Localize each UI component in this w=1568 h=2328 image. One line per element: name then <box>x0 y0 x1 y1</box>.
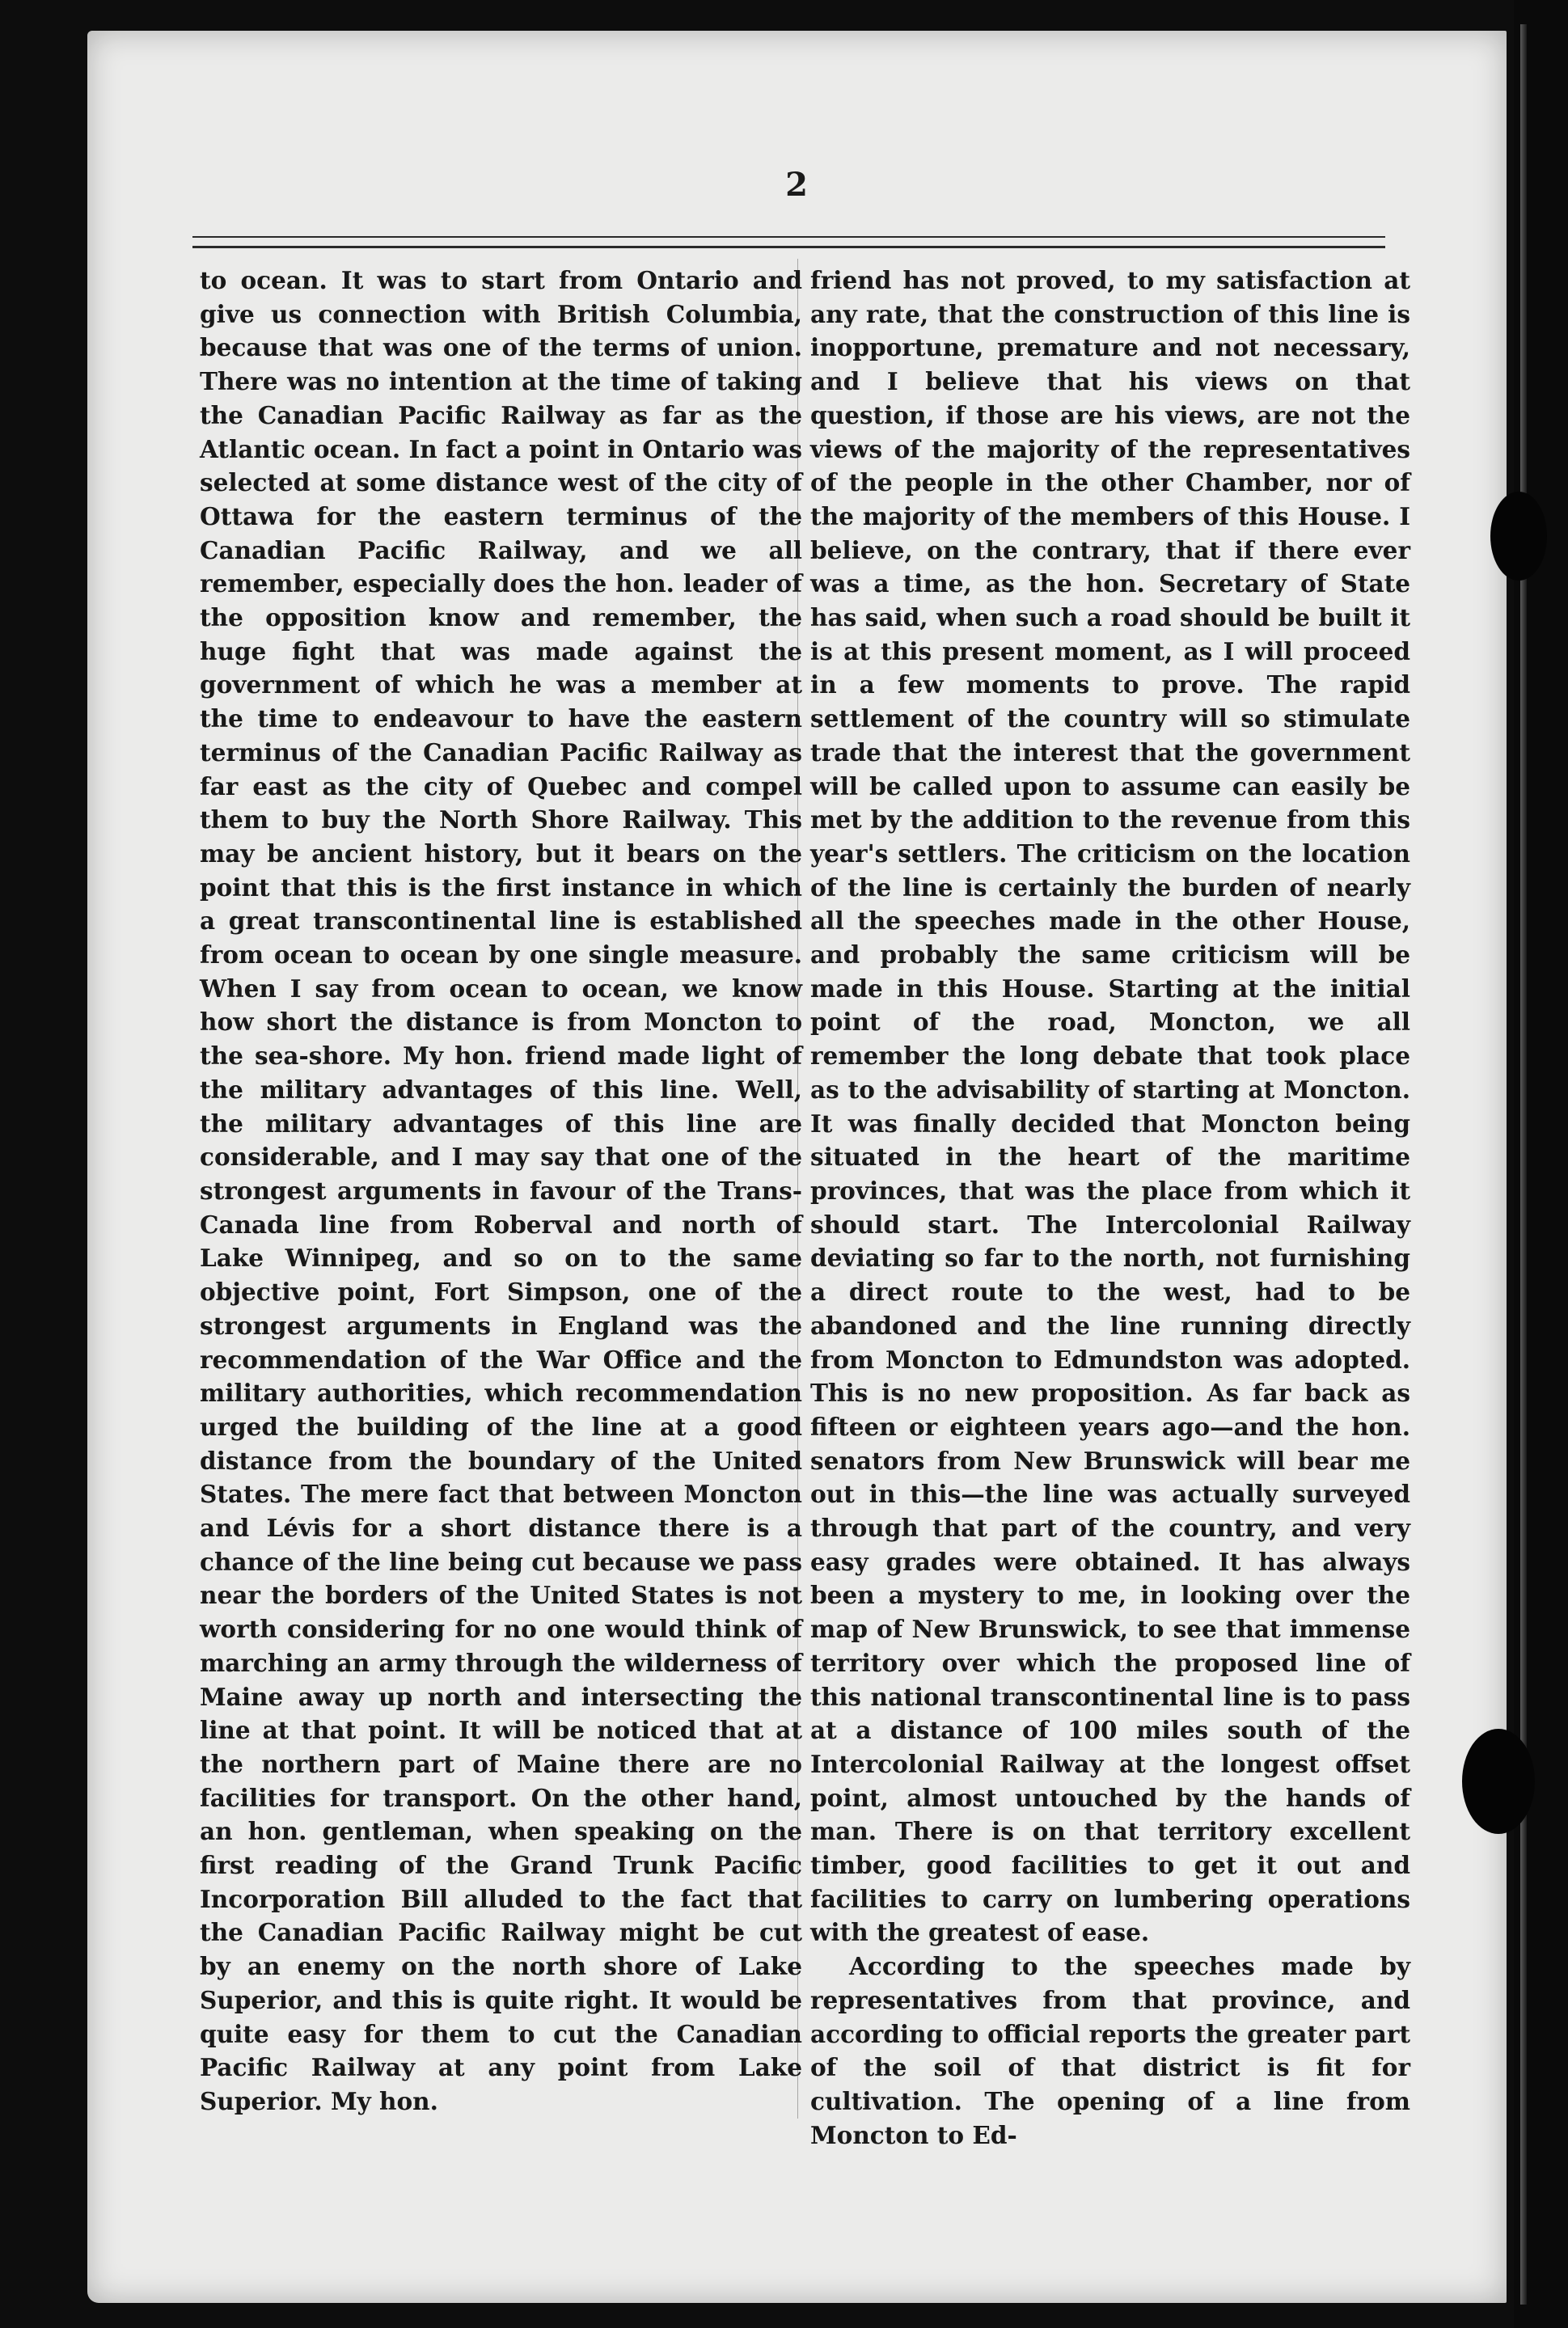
binding-hole-bottom <box>1462 1729 1535 1834</box>
paragraph: friend has not proved, to my satisfaction at any rate, that the construction of this line is inopportune, premature and not necessary, and I believe that his views on that question, if those are his views, are not the views of the majority of the representatives of the people in the other Chamber, nor of the majority of the members of this House. I believe, on the contrary, that if there ever was a time, as the hon. Secretary of State has said, when such a road should be built it is at this present moment, as I will proceed in a few moments to prove. The rapid settlement of the country will so stimulate trade that the interest that the government will be called upon to assume can easily be met by the addition to the revenue from this year's settlers. The criticism on the location of the line is certainly the burden of nearly all the speeches made in the other House, and probably the same criticism will be made in this House. Starting at the initial point of the road, Moncton, we all remember the long debate that took place as to the advisability of starting at Moncton. It was finally decided that Moncton being situated in the heart of the maritime provinces, that was the place from which it should start. The Intercolonial Railway deviating so far to the north, not furnishing a direct route to the west, had to be abandoned and the line running directly from Moncton to Edmundston was adopted. This is no new proposition. As far back as fifteen or eighteen years ago—and the hon. senators from New Brunswick will bear me out in this—the line was actually surveyed through that part of the country, and very easy grades were obtained. It has always been a mystery to me, in looking over the map of New Brunswick, to see that immense territory over which the proposed line of this national transcontinental line is to pass at a distance of 100 miles south of the Intercolonial Railway at the longest offset point, almost untouched by the hands of man. There is on that territory excellent timber, good facilities to get it out and facilities to carry on lumbering operations with the greatest of ease. <box>810 266 1410 1947</box>
paragraph: According to the speeches made by representatives from that province, and according to official reports the greater part of the soil of that district is fit for cultivation. The opening of a line from Moncton to Ed- <box>810 1952 1410 2149</box>
binding-hole-top <box>1490 492 1547 581</box>
paragraph: to ocean. It was to start from Ontario and give us connection with British Columbia, because that was one of the terms of union. There was no intention at the time of taking the Canadian Pacific Railway as far as the Atlantic ocean. In fact a point in Ontario was selected at some distance west of the city of Ottawa for the eastern terminus of the Canadian Pacific Railway, and we all remember, especially does the hon. leader of the opposition know and remember, the huge fight that was made against the government of which he was a member at the time to endeavour to have the eastern terminus of the Canadian Pacific Railway as far east as the city of Quebec and compel them to buy the North Shore Railway. This may be ancient history, but it bears on the point that this is the first instance in which a great transcontinental line is established from ocean to ocean by one single measure. When I say from ocean to ocean, we know how short the distance is from Moncton to the sea-shore. My hon. friend made light of the military advantages of this line. Well, the military advantages of this line are considerable, and I may say that one of the strongest arguments in favour of the Trans-Canada line from Roberval and north of Lake Winnipeg, and so on to the same objective point, Fort Simpson, one of the strongest arguments in England was the recommendation of the War Office and the military authorities, which recommendation urged the building of the line at a good distance from the boundary of the United States. The mere fact that between Moncton and Lévis for a short distance there is a chance of the line being cut because we pass near the borders of the United States is not worth considering for no one would think of marching an army through the wilderness of Maine away up north and intersecting the line at that point. It will be noticed that at the northern part of Maine there are no facilities for transport. On the other hand, an hon. gentleman, when speaking on the first reading of the Grand Trunk Pacific Incorporation Bill alluded to the fact that the Canadian Pacific Railway might be cut by an enemy on the north shore of Lake Superior, and this is quite right. It would be quite easy for them to cut the Canadian Pacific Railway at any point from Lake Superior. My hon. <box>200 266 802 2115</box>
page-number: 2 <box>785 166 808 204</box>
header-rule-bottom <box>192 246 1385 248</box>
header-rule-top <box>192 236 1385 238</box>
scan-film-border <box>1520 24 1527 2305</box>
text-column-right <box>810 264 1410 2152</box>
text-column-left <box>200 264 802 2119</box>
